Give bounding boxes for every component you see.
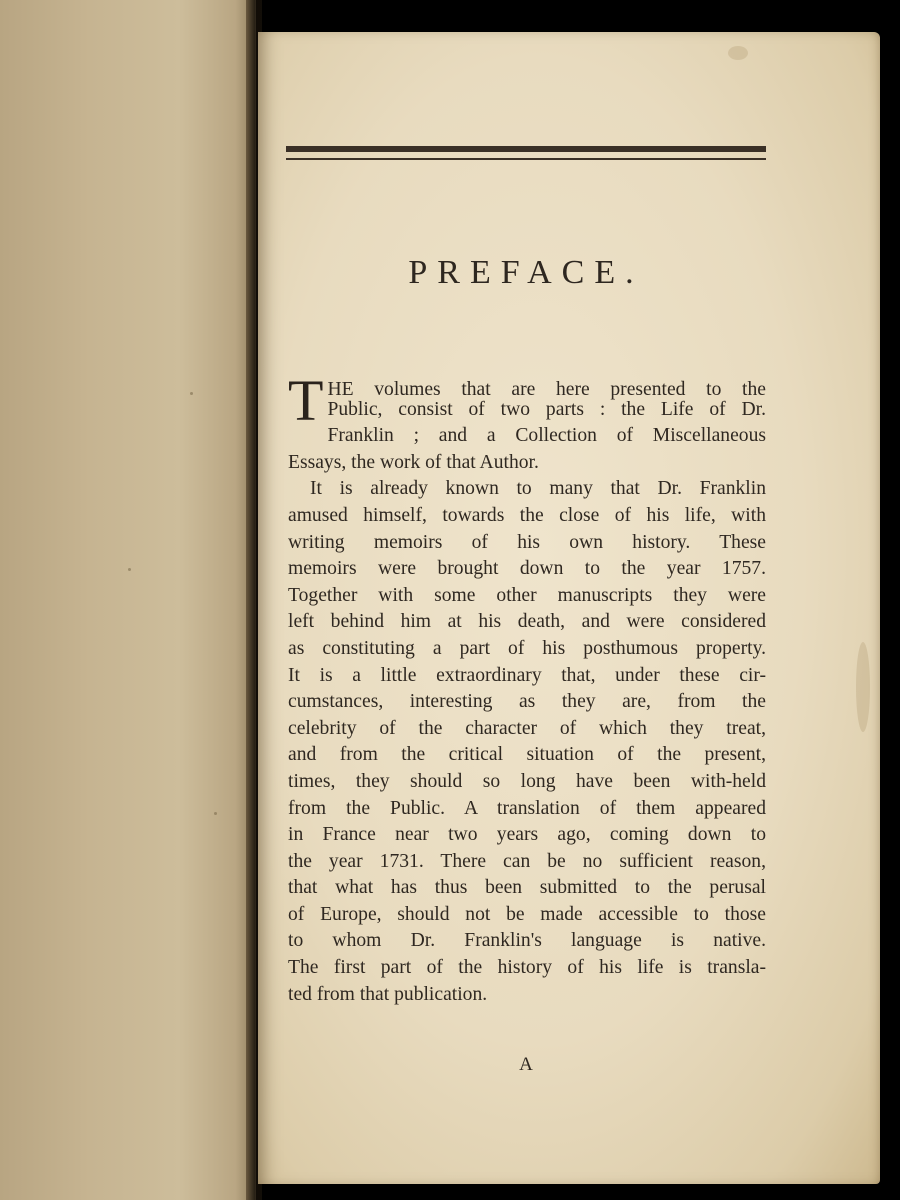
text-line: and from the critical situation of the present, bbox=[288, 744, 766, 766]
text-line: Essays, the work of that Author. bbox=[288, 451, 539, 473]
text-line: the year 1731. There can be no sufficient reason, bbox=[288, 850, 766, 872]
paper-speck bbox=[214, 812, 217, 815]
text-line: writing memoirs of his own history. These bbox=[288, 531, 766, 553]
text-line: Together with some other manuscripts they were bbox=[288, 584, 766, 606]
text-line: left behind him at his death, and were considered bbox=[288, 611, 766, 633]
text-line: as constituting a part of his posthumous property. bbox=[288, 637, 766, 659]
text-line: celebrity of the character of which they treat, bbox=[288, 717, 766, 739]
paper-stain bbox=[856, 642, 870, 732]
right-page bbox=[258, 32, 880, 1184]
text-line: amused himself, towards the close of his life, with bbox=[288, 504, 766, 526]
text-line: that what has thus been submitted to the perusal bbox=[288, 877, 766, 899]
text-line: cumstances, interesting as they are, from the bbox=[288, 691, 766, 713]
text-line: to whom Dr. Franklin's language is native. bbox=[288, 930, 766, 952]
text-line: It is already known to many that Dr. Franklin bbox=[310, 478, 766, 500]
paper-speck bbox=[128, 568, 131, 571]
left-page bbox=[0, 0, 256, 1200]
drop-cap: T bbox=[288, 368, 324, 433]
text-line: The first part of the history of his life is transla- bbox=[288, 957, 766, 979]
text-line: ted from that publication. bbox=[288, 983, 488, 1005]
text-line: memoirs were brought down to the year 1757. bbox=[288, 558, 766, 580]
paper-speck bbox=[190, 392, 193, 395]
text-line: from the Public. A translation of them appeared bbox=[288, 797, 766, 819]
text-line: in France near two years ago, coming down to bbox=[288, 824, 766, 846]
signature-mark: A bbox=[519, 1054, 533, 1075]
text-line: Franklin ; and a Collection of Miscellaneous bbox=[327, 425, 766, 447]
text-line: times, they should so long have been with-held bbox=[288, 770, 766, 792]
header-rule-thick bbox=[286, 146, 766, 152]
paper-stain bbox=[728, 46, 748, 60]
text-line: It is a little extraordinary that, under these cir- bbox=[288, 664, 766, 686]
text-line-1-rest: HE volumes that are here presented to the bbox=[327, 379, 766, 400]
header-rule-thin bbox=[286, 158, 766, 160]
text-line: Public, consist of two parts : the Life of Dr. bbox=[327, 398, 766, 420]
body-text bbox=[288, 370, 766, 1008]
page-title: PREFACE. bbox=[408, 254, 644, 291]
text-line: of Europe, should not be made accessible to those bbox=[288, 903, 766, 925]
